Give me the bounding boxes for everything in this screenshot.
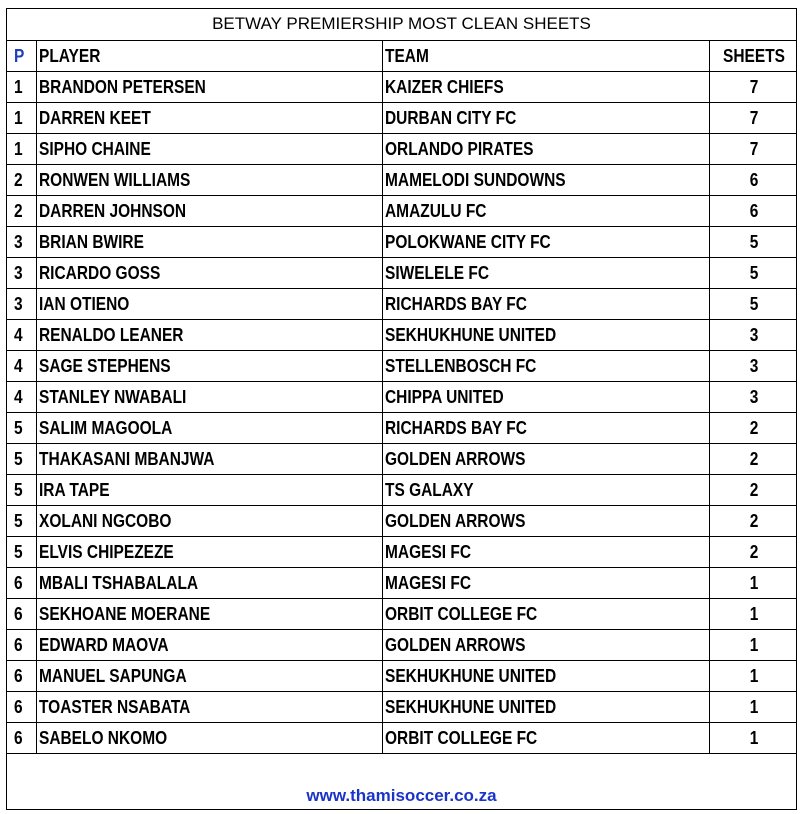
player-cell-text: RICARDO GOSS — [38, 262, 160, 283]
table-row — [7, 598, 796, 629]
sheets-cell — [709, 412, 796, 443]
position-cell — [7, 567, 36, 598]
position-cell-text: 3 — [14, 262, 23, 283]
player-cell-text: ELVIS CHIPEZEZE — [38, 541, 174, 562]
position-cell — [7, 164, 36, 195]
sheets-cell-text: 7 — [749, 138, 759, 159]
player-cell-text: MANUEL SAPUNGA — [38, 665, 187, 686]
team-cell-text: MAMELODI SUNDOWNS — [384, 169, 566, 190]
team-cell-text: RICHARDS BAY FC — [384, 293, 527, 314]
team-cell-text: KAIZER CHIEFS — [384, 76, 504, 97]
sheets-cell-text: 3 — [749, 386, 759, 407]
team-cell — [382, 412, 709, 443]
team-cell — [382, 474, 709, 505]
player-cell-text: DARREN KEET — [38, 107, 151, 128]
position-cell-text: 3 — [14, 231, 23, 252]
team-cell — [382, 288, 709, 319]
position-cell-text: 2 — [14, 200, 23, 221]
team-cell-text: SEKHUKHUNE UNITED — [384, 324, 556, 345]
website-footer-link[interactable]: www.thamisoccer.co.za — [306, 786, 497, 805]
team-cell-text: GOLDEN ARROWS — [384, 448, 525, 469]
team-cell-text: ORLANDO PIRATES — [384, 138, 533, 159]
sheets-cell-text: 2 — [749, 479, 759, 500]
position-cell-text: 6 — [14, 603, 23, 624]
table-row — [7, 195, 796, 226]
position-cell — [7, 133, 36, 164]
clean-sheets-table — [7, 9, 796, 754]
table-row — [7, 691, 796, 722]
player-cell — [36, 164, 382, 195]
sheets-cell — [709, 691, 796, 722]
table-title-row — [7, 9, 796, 40]
sheets-cell — [709, 195, 796, 226]
position-cell — [7, 102, 36, 133]
sheets-cell — [709, 288, 796, 319]
player-cell — [36, 598, 382, 629]
position-column-header-link[interactable] — [7, 40, 36, 71]
team-cell — [382, 598, 709, 629]
table-row — [7, 567, 796, 598]
team-cell — [382, 536, 709, 567]
player-cell — [36, 443, 382, 474]
player-cell — [36, 660, 382, 691]
position-cell-text: 4 — [14, 355, 23, 376]
team-cell-text: MAGESI FC — [384, 541, 471, 562]
sheets-cell — [709, 381, 796, 412]
team-cell — [382, 195, 709, 226]
team-cell — [382, 133, 709, 164]
player-cell-text: XOLANI NGCOBO — [38, 510, 171, 531]
team-header-label: TEAM — [384, 45, 429, 66]
sheets-column-header — [709, 40, 796, 71]
player-cell-text: EDWARD MAOVA — [38, 634, 169, 655]
sheets-cell-text: 2 — [749, 448, 759, 469]
position-cell — [7, 257, 36, 288]
team-cell — [382, 71, 709, 102]
position-cell-text: 5 — [14, 479, 23, 500]
sheets-cell-text: 1 — [749, 572, 759, 593]
sheets-cell — [709, 257, 796, 288]
sheets-cell — [709, 567, 796, 598]
position-cell-text: 3 — [14, 293, 23, 314]
position-cell — [7, 598, 36, 629]
sheets-cell — [709, 226, 796, 257]
team-cell — [382, 102, 709, 133]
team-cell-text: POLOKWANE CITY FC — [384, 231, 551, 252]
team-cell-text: GOLDEN ARROWS — [384, 634, 525, 655]
team-cell — [382, 350, 709, 381]
position-cell-text: 6 — [14, 572, 23, 593]
position-cell — [7, 350, 36, 381]
table-row — [7, 505, 796, 536]
team-cell-text: MAGESI FC — [384, 572, 471, 593]
team-cell-text: SEKHUKHUNE UNITED — [384, 696, 556, 717]
table-row — [7, 257, 796, 288]
player-cell-text: STANLEY NWABALI — [38, 386, 186, 407]
table-row — [7, 102, 796, 133]
sheets-cell-text: 7 — [749, 76, 759, 97]
player-cell-text: SALIM MAGOOLA — [38, 417, 172, 438]
table-row — [7, 412, 796, 443]
player-cell-text: SIPHO CHAINE — [38, 138, 151, 159]
sheets-cell-text: 1 — [749, 727, 759, 748]
player-cell-text: IAN OTIENO — [38, 293, 129, 314]
team-cell-text: STELLENBOSCH FC — [384, 355, 536, 376]
sheets-header-label: SHEETS — [722, 45, 785, 66]
team-cell — [382, 381, 709, 412]
sheets-cell-text: 5 — [749, 262, 759, 283]
position-cell-text: 6 — [14, 696, 23, 717]
sheets-cell — [709, 474, 796, 505]
player-cell-text: THAKASANI MBANJWA — [38, 448, 214, 469]
table-row — [7, 133, 796, 164]
player-cell — [36, 505, 382, 536]
team-cell — [382, 226, 709, 257]
position-cell-text: 1 — [14, 107, 23, 128]
team-cell-text: SEKHUKHUNE UNITED — [384, 665, 556, 686]
position-cell — [7, 474, 36, 505]
sheets-cell — [709, 319, 796, 350]
team-cell-text: RICHARDS BAY FC — [384, 417, 527, 438]
position-cell-text: 6 — [14, 634, 23, 655]
player-cell-text: TOASTER NSABATA — [38, 696, 190, 717]
table-row — [7, 536, 796, 567]
sheets-cell-text: 2 — [749, 541, 759, 562]
position-cell-text: 4 — [14, 324, 23, 345]
table-row — [7, 474, 796, 505]
clean-sheets-panel — [6, 8, 797, 810]
team-cell — [382, 722, 709, 753]
position-cell-text: 5 — [14, 541, 23, 562]
sheets-cell — [709, 133, 796, 164]
player-cell — [36, 226, 382, 257]
position-cell-text: 6 — [14, 727, 23, 748]
player-cell — [36, 381, 382, 412]
player-cell-text: BRIAN BWIRE — [38, 231, 144, 252]
sheets-cell — [709, 102, 796, 133]
player-cell — [36, 722, 382, 753]
sheets-cell-text: 5 — [749, 293, 759, 314]
sheets-cell-text: 3 — [749, 355, 759, 376]
player-cell-text: IRA TAPE — [38, 479, 110, 500]
team-cell-text: ORBIT COLLEGE FC — [384, 603, 537, 624]
sheets-cell — [709, 722, 796, 753]
position-cell-text: 1 — [14, 76, 23, 97]
table-row — [7, 660, 796, 691]
sheets-cell — [709, 629, 796, 660]
player-header-label: PLAYER — [38, 45, 100, 66]
sheets-cell — [709, 443, 796, 474]
player-cell-text: SEKHOANE MOERANE — [38, 603, 210, 624]
player-cell-text: DARREN JOHNSON — [38, 200, 186, 221]
team-cell — [382, 443, 709, 474]
team-cell-text: CHIPPA UNITED — [384, 386, 504, 407]
table-title: BETWAY PREMIERSHIP MOST CLEAN SHEETS — [7, 9, 796, 40]
player-cell — [36, 350, 382, 381]
table-row — [7, 319, 796, 350]
position-cell — [7, 195, 36, 226]
team-cell-text: AMAZULU FC — [384, 200, 486, 221]
position-cell-text: 4 — [14, 386, 23, 407]
sheets-cell-text: 2 — [749, 510, 759, 531]
position-cell — [7, 71, 36, 102]
player-cell — [36, 412, 382, 443]
sheets-cell-text: 6 — [749, 200, 759, 221]
player-cell — [36, 133, 382, 164]
position-cell-text: 5 — [14, 510, 23, 531]
position-cell — [7, 226, 36, 257]
position-cell — [7, 412, 36, 443]
player-cell-text: RONWEN WILLIAMS — [38, 169, 190, 190]
player-cell — [36, 288, 382, 319]
position-cell — [7, 536, 36, 567]
sheets-cell-text: 5 — [749, 231, 759, 252]
table-row — [7, 71, 796, 102]
table-row — [7, 629, 796, 660]
sheets-cell — [709, 536, 796, 567]
player-cell — [36, 71, 382, 102]
sheets-cell-text: 1 — [749, 696, 759, 717]
position-cell — [7, 443, 36, 474]
team-cell-text: DURBAN CITY FC — [384, 107, 516, 128]
sheets-cell — [709, 71, 796, 102]
player-cell — [36, 257, 382, 288]
player-cell — [36, 319, 382, 350]
player-cell-text: SAGE STEPHENS — [38, 355, 171, 376]
team-cell-text: TS GALAXY — [384, 479, 474, 500]
team-cell — [382, 319, 709, 350]
table-row — [7, 164, 796, 195]
player-cell — [36, 629, 382, 660]
team-cell-text: GOLDEN ARROWS — [384, 510, 525, 531]
team-cell — [382, 164, 709, 195]
table-header-row — [7, 40, 796, 71]
sheets-cell — [709, 350, 796, 381]
position-cell — [7, 722, 36, 753]
team-cell — [382, 567, 709, 598]
player-cell — [36, 567, 382, 598]
team-cell — [382, 691, 709, 722]
team-cell-text: ORBIT COLLEGE FC — [384, 727, 537, 748]
sheets-cell-text: 7 — [749, 107, 759, 128]
position-cell-text: 5 — [14, 417, 23, 438]
position-cell-text: 2 — [14, 169, 23, 190]
position-cell-text: 1 — [14, 138, 23, 159]
sheets-cell-text: 2 — [749, 417, 759, 438]
position-cell — [7, 288, 36, 319]
sheets-cell-text: 1 — [749, 665, 759, 686]
position-cell-text: 5 — [14, 448, 23, 469]
player-cell-text: MBALI TSHABALALA — [38, 572, 198, 593]
player-cell-text: SABELO NKOMO — [38, 727, 167, 748]
position-cell-text: 6 — [14, 665, 23, 686]
player-cell — [36, 536, 382, 567]
position-cell — [7, 319, 36, 350]
sheets-cell — [709, 164, 796, 195]
table-row — [7, 350, 796, 381]
team-cell-text: SIWELELE FC — [384, 262, 489, 283]
position-cell — [7, 629, 36, 660]
sheets-cell — [709, 505, 796, 536]
sheets-cell — [709, 598, 796, 629]
player-cell — [36, 102, 382, 133]
team-cell — [382, 505, 709, 536]
position-cell — [7, 505, 36, 536]
sheets-cell — [709, 660, 796, 691]
player-cell — [36, 195, 382, 226]
team-column-header — [382, 40, 709, 71]
position-cell — [7, 381, 36, 412]
player-column-header — [36, 40, 382, 71]
team-cell — [382, 257, 709, 288]
player-cell-text: BRANDON PETERSEN — [38, 76, 206, 97]
table-row — [7, 226, 796, 257]
table-row — [7, 443, 796, 474]
position-cell — [7, 660, 36, 691]
player-cell — [36, 474, 382, 505]
team-cell — [382, 629, 709, 660]
table-row — [7, 722, 796, 753]
player-cell-text: RENALDO LEANER — [38, 324, 183, 345]
sheets-cell-text: 1 — [749, 603, 759, 624]
table-row — [7, 381, 796, 412]
position-cell — [7, 691, 36, 722]
position-header-label[interactable]: P — [14, 45, 25, 66]
team-cell — [382, 660, 709, 691]
sheets-cell-text: 1 — [749, 634, 759, 655]
table-row — [7, 288, 796, 319]
sheets-cell-text: 3 — [749, 324, 759, 345]
player-cell — [36, 691, 382, 722]
sheets-cell-text: 6 — [749, 169, 759, 190]
